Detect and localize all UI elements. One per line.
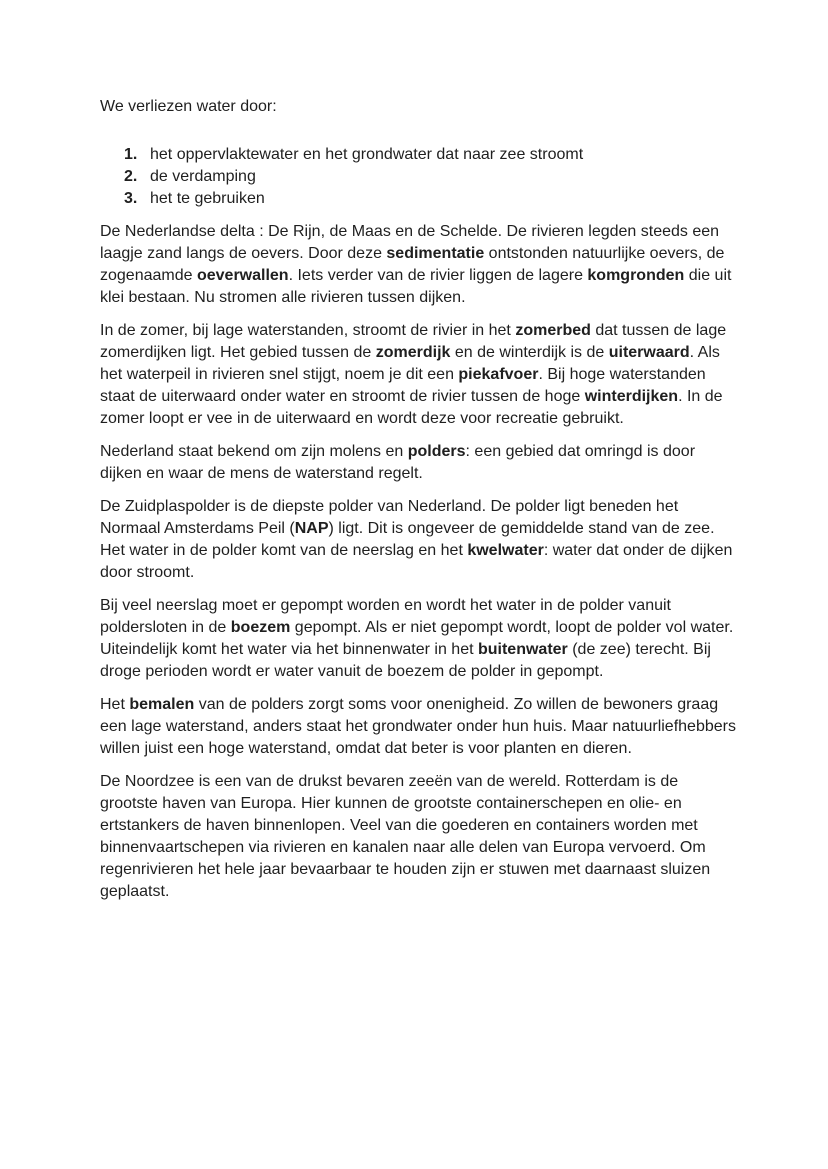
text-run: . In de zomer loopt er vee in de uiterwaard en wordt deze voor recreatie gebruikt.	[100, 388, 723, 427]
text-run: die uit klei bestaan. Nu stromen alle rivieren tussen dijken.	[100, 267, 732, 306]
text-run: . Bij hoge waterstanden staat de uiterwaard onder water en stroomt de rivier tussen de hoge	[100, 366, 706, 405]
list-number: 1.	[124, 146, 138, 163]
term-nap: NAP	[294, 520, 329, 537]
paragraph-bemalen	[100, 694, 740, 760]
text-run: . Iets verder van de rivier liggen de lagere	[288, 267, 588, 284]
list-number: 2.	[124, 168, 138, 185]
term-winterdijken: winterdijken	[584, 388, 679, 405]
term-zomerbed: zomerbed	[515, 322, 591, 339]
text-run: Bij veel neerslag moet er gepompt worden en wordt het water in de polder vanuit poldersloten in de	[100, 597, 671, 636]
paragraph-delta	[100, 221, 740, 309]
text-run: . Als het waterpeil in rivieren snel stijgt, noem je dit een	[100, 344, 720, 383]
term-kwelwater: kwelwater	[467, 542, 544, 559]
paragraph-polders	[100, 441, 740, 485]
text-run: dat tussen de lage zomerdijken ligt. Het gebied tussen de	[100, 322, 727, 361]
text-run: en de winterdijk is de	[450, 344, 609, 361]
term-komgronden: komgronden	[587, 267, 685, 284]
text-run: ) ligt. Dit is ongeveer de gemiddelde stand van de zee. Het water in de polder komt van de neerslag en het	[100, 520, 715, 559]
text-run: (de zee) terecht. Bij droge perioden wordt er water vanuit de boezem de polder in gepompt.	[100, 641, 711, 680]
term-polders: polders	[407, 443, 466, 460]
text-run: gepompt. Als er niet gepompt wordt, loopt de polder vol water. Uiteindelijk komt het water via het binnenwater in het	[100, 619, 734, 658]
text-run: ontstonden natuurlijke oevers, de zogenaamde	[100, 245, 725, 284]
term-sedimentatie: sedimentatie	[386, 245, 485, 262]
list-item	[124, 144, 740, 166]
list-item	[124, 166, 740, 188]
term-boezem: boezem	[230, 619, 291, 636]
paragraph-pumping	[100, 595, 740, 683]
term-bemalen: bemalen	[129, 696, 195, 713]
term-oeverwallen: oeverwallen	[196, 267, 289, 284]
text-run: De Zuidplaspolder is de diepste polder van Nederland. De polder ligt beneden het Normaal Amsterdams Peil (	[100, 498, 679, 537]
list-item-text: het oppervlaktewater en het grondwater dat naar zee stroomt	[150, 146, 584, 163]
list-item	[124, 188, 740, 210]
text-run: Het	[100, 696, 130, 713]
term-piekafvoer: piekafvoer	[458, 366, 539, 383]
paragraph-noordzee	[100, 771, 740, 903]
text-run: : een gebied dat omringd is door dijken en waar de mens de waterstand regelt.	[100, 443, 696, 482]
list-item-text: het te gebruiken	[150, 190, 265, 207]
term-uiterwaard: uiterwaard	[608, 344, 690, 361]
paragraph-zuidplaspolder	[100, 496, 740, 584]
intro-text: We verliezen water door:	[100, 98, 277, 115]
paragraph-rivers	[100, 320, 740, 430]
text-run: De Noordzee is een van de drukst bevaren zeeën van de wereld. Rotterdam is de grootste haven van Europa. Hier kunnen de grootste containerschepen en olie- en ertstankers de haven binnenlopen. Veel van die goederen en containers worden met binnenvaartschepen via rivieren en kanalen naar alle delen van Europa vervoerd. Om regenrivieren het hele jaar bevaarbaar te houden zijn er stuwen met daarnaast sluizen geplaatst.	[100, 773, 711, 900]
water-loss-list	[100, 144, 740, 210]
text-run: In de zomer, bij lage waterstanden, stroomt de rivier in het	[100, 322, 516, 339]
term-zomerdijk: zomerdijk	[375, 344, 451, 361]
text-run: De Nederlandse delta : De Rijn, de Maas en de Schelde. De rivieren legden steeds een laagje zand langs de oevers. Door deze	[100, 223, 720, 262]
list-item-text: de verdamping	[150, 168, 256, 185]
text-run: : water dat onder de dijken door stroomt.	[100, 542, 733, 581]
text-run: Nederland staat bekend om zijn molens en	[100, 443, 408, 460]
list-number: 3.	[124, 190, 138, 207]
document-page	[100, 96, 740, 914]
text-run: van de polders zorgt soms voor onenigheid. Zo willen de bewoners graag een lage waterstand, anders staat het grondwater onder hun huis. Maar natuurliefhebbers willen juist een hoge waterstand, omdat dat beter is voor planten en dieren.	[100, 696, 736, 757]
term-buitenwater: buitenwater	[477, 641, 568, 658]
